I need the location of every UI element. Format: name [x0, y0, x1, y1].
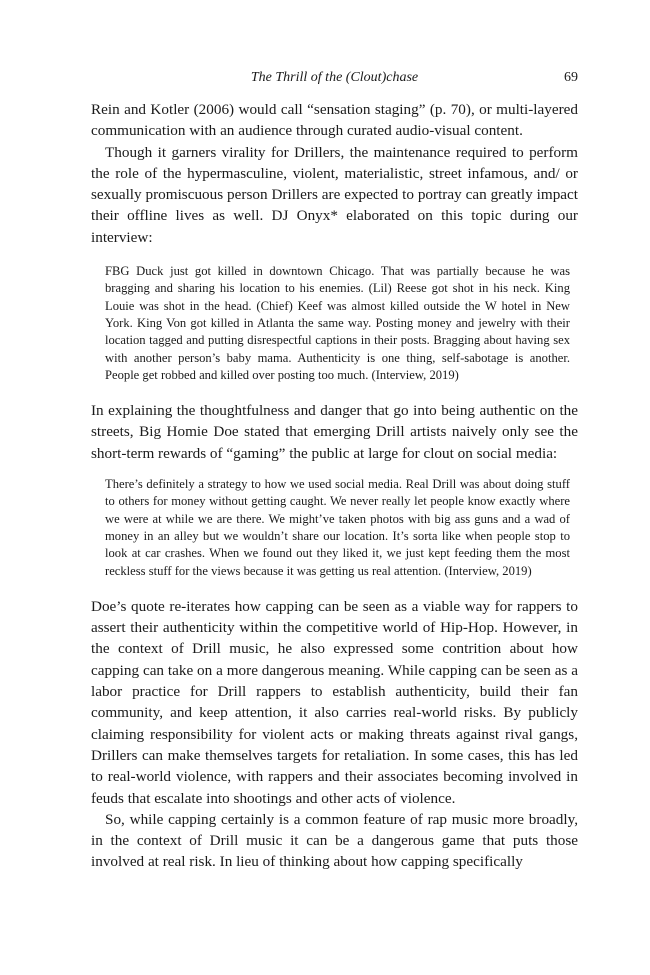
block-quote-onyx — [105, 263, 570, 384]
paragraph-3: In explaining the thoughtfulness and danger that go into being authentic on the streets, Big Homie Doe stated that emerging Drill artists naively only see the short-term rewards of “gaming” the public at large for clout on social media: — [91, 402, 578, 462]
block-quote-text: There’s definitely a strategy to how we used social media. Real Drill was about doing stuff to others for money without getting caught. We never really let people know exactly where we were at while we are there. We might’ve taken photos with big ass guns and a wad of money in an alley but we wouldn’t share our location. It’s sorta like when people stop to look at car crashes. When we found out they liked it, we just kept feeding them the most reckless stuff for the views because it was getting us real attention. (Interview, 2019) — [105, 477, 570, 578]
block-quote-doe — [105, 476, 570, 580]
paragraph-2: Though it garners virality for Drillers, the maintenance required to perform the role of the hypermasculine, violent, materialistic, street infamous, and/ or sexually promiscuous person Drillers are expected to portray can greatly impact their offline lives as well. DJ Onyx* elaborated on this topic during our interview: — [91, 143, 578, 246]
paragraph-1: Rein and Kotler (2006) would call “sensation staging” (p. 70), or multi-layered communication with an audience through curated audio-visual content. — [91, 101, 578, 140]
paragraph-4: Doe’s quote re-iterates how capping can be seen as a viable way for rappers to assert their authenticity within the competitive world of Hip-Hop. However, in the context of Drill music, he also expressed some contrition about how capping can take on a more dangerous meaning. While capping can be seen as a labor practice for Drill rappers to establish authenticity, build their fan community, and keep attention, it also carries real-world risks. By publicly claiming responsibility for violent acts or making threats against rival gangs, Drillers can make themselves targets for retaliation. In some cases, this has led to real-world violence, with rappers and their associates becoming involved in feuds that escalate into shootings and other acts of violence. — [91, 597, 578, 807]
page-body — [91, 99, 578, 873]
page-number: 69 — [564, 70, 578, 85]
running-title: The Thrill of the (Clout)chase — [250, 70, 419, 85]
block-quote-text: FBG Duck just got killed in downtown Chicago. That was partially because he was bragging and sharing his location to his enemies. (Lil) Reese got shot in his neck. King Louie was shot in the head. (Chief) Keef was almost killed outside the W hotel in New York. King Von got killed in Atlanta the same way. Posting money and jewelry with their location tagged and putting disrespectful captions in their posts. Bragging about having sex with another person’s baby mama. Authenticity is one thing, self-sabotage is another. People get robbed and killed over posting too much. (Interview, 2019) — [105, 264, 570, 382]
page-header — [91, 68, 578, 88]
paragraph-5: So, while capping certainly is a common feature of rap music more broadly, in the context of Drill music it can be a dangerous game that puts those involved at real risk. In lieu of thinking about how capping specifically — [91, 810, 578, 871]
